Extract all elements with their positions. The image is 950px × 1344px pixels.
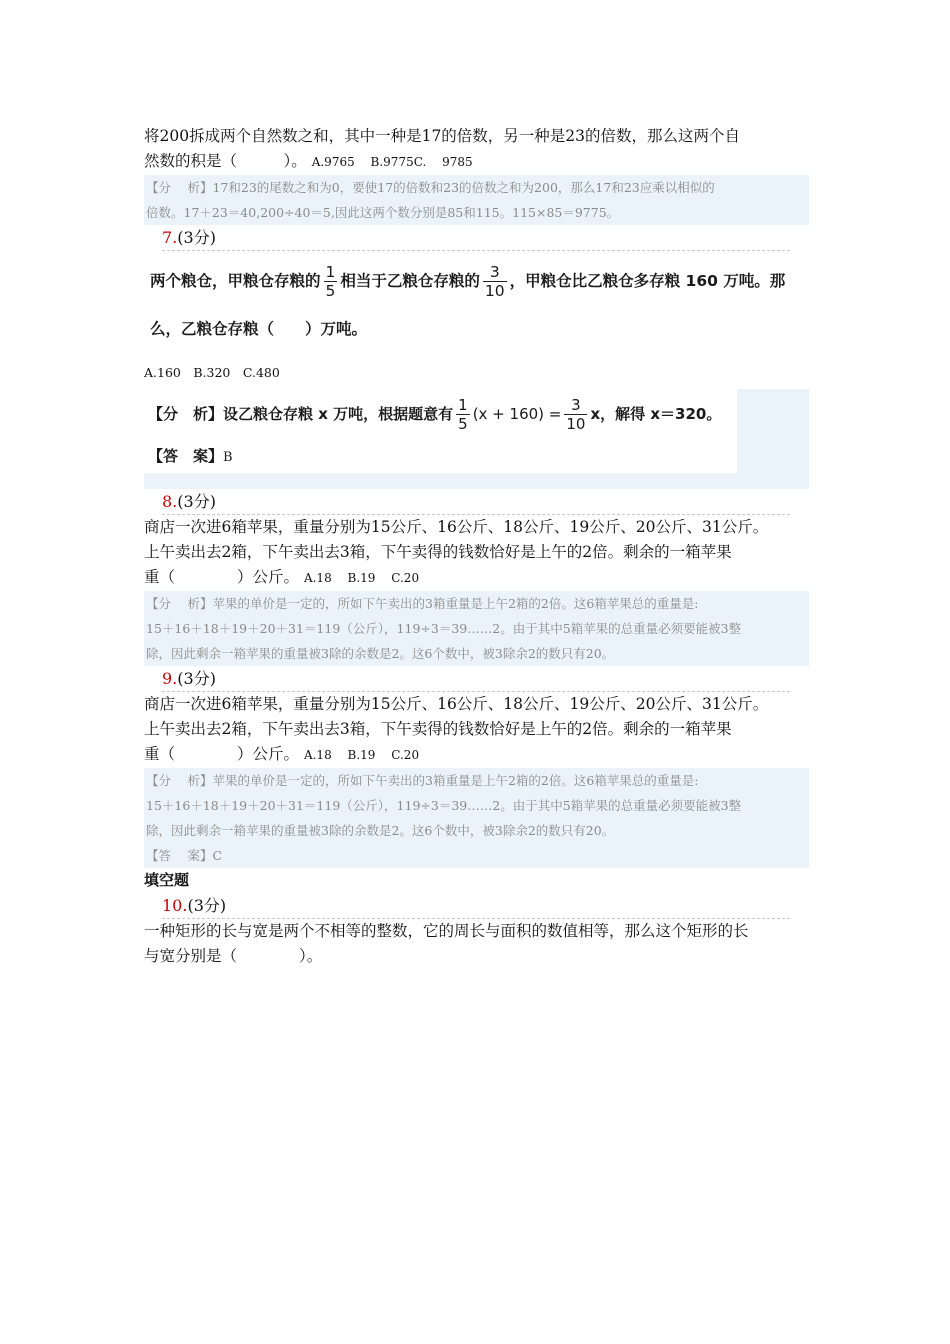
q7-answer-label: 【答 案】 [148,447,224,465]
q8-analysis-line1: 苹果的单价是一定的，所如下午卖出的3箱重量是上午2箱的2倍。这6箱苹果总的重量是: [212,596,699,611]
q9-number: 9. [162,669,178,688]
q9-analysis [144,768,809,868]
q8-score: (3分) [177,492,216,511]
q9-header [162,666,790,692]
q7-answer [148,441,233,473]
q9-stem-line2: 上午卖出去2箱，下午卖出去3箱，下午卖得的钱数恰好是上午的2倍。剩余的一箱苹果 [144,720,732,738]
q6-analysis-line2: 倍数。17＋23＝40,200÷40＝5,因此这两个数分别是85和115。115×85＝9775。 [146,205,620,220]
q8-stem-line1: 商店一次进6箱苹果，重量分别为15公斤、16公斤、18公斤、19公斤、20公斤、31公斤。 [144,518,769,536]
q7-options: A.160 B.320 C.480 [144,365,280,380]
q10-stem [144,919,809,969]
q8-options: A.18 B.19 C.20 [303,571,420,585]
q9-answer-label: 【答 案】 [146,848,213,863]
q7-stem-line2: 么，乙粮仓存粮（ ）万吨。 [150,320,368,338]
q7-stem-a: 两个粮仓，甲粮仓存粮的 [150,272,321,290]
q7-analysis-label: 【分 析】 [148,405,224,423]
q7-eq-mid: (x + 160) = [472,405,562,423]
q7-stem-c: ，甲粮仓比乙粮仓多存粮 160 万吨。那 [509,272,786,290]
q9-answer-value: C [212,848,223,863]
q10-score: (3分) [187,896,227,915]
q9-score: (3分) [177,669,216,688]
q10-stem-line1: 一种矩形的长与宽是两个不相等的整数，它的周长与面积的数值相等，那么这个矩形的长 [144,922,749,940]
q9-stem [144,692,809,768]
q9-stem-line1: 商店一次进6箱苹果，重量分别为15公斤、16公斤、18公斤、19公斤、20公斤、31公斤。 [144,695,769,713]
q7-fraction-2: $\frac{3}{10}$ [484,263,505,300]
q9-analysis-line1: 苹果的单价是一定的，所如下午卖出的3箱重量是上午2箱的2倍。这6箱苹果总的重量是: [212,773,699,788]
q10-stem-line2: 与宽分别是（ ）。 [144,947,323,965]
exam-page [144,124,809,969]
q7-eq-fraction-2: $\frac{3}{10}$ [566,396,586,433]
q8-analysis-label: 【分 析】 [146,596,213,611]
q7-stem-b: 相当于乙粮仓存粮的 [340,272,480,290]
q9-options: A.18 B.19 C.20 [303,748,420,762]
section-fill-in-title: 填空题 [144,871,190,889]
q8-stem-line3: 重（ ）公斤。 [144,568,300,586]
q9-analysis-label: 【分 析】 [146,773,213,788]
q8-analysis [144,591,809,666]
q8-stem [144,515,809,591]
q7-analysis-box [144,389,809,489]
q6-analysis [144,175,809,225]
q8-header [162,489,790,515]
q6-options: A.9765 B.9775C. 9785 [311,155,473,169]
q7-number: 7. [162,228,178,247]
q8-number: 8. [162,492,178,511]
q10-header [162,893,790,919]
q7-analysis-panel [144,389,737,473]
q7-score: (3分) [177,228,216,247]
q7-fraction-1: $\frac{1}{5}$ [325,263,336,300]
q7-stem [150,257,809,353]
q10-number: 10. [162,896,188,915]
q6-analysis-label: 【分 析】 [146,180,213,195]
q8-analysis-line2: 15＋16＋18＋19＋20＋31＝119（公斤），119÷3＝39……2。由于其中5箱苹果的总重量必须要能被3整 [146,621,742,636]
q7-answer-value: B [223,450,233,465]
q9-stem-line3: 重（ ）公斤。 [144,745,300,763]
q9-analysis-line2: 15＋16＋18＋19＋20＋31＝119（公斤），119÷3＝39……2。由于其中5箱苹果的总重量必须要能被3整 [146,798,742,813]
q7-analysis-b: x，解得 x＝320。 [590,405,722,423]
q6-stem-line2: 然数的积是（ ）。 [144,152,307,170]
q6-analysis-line1: 17和23的尾数之和为0，要使17的倍数和23的倍数之和为200，那么17和23应乘以相似的 [212,180,715,195]
q6-stem [144,124,809,175]
q6-stem-line1: 将200拆成两个自然数之和，其中一种是17的倍数，另一种是23的倍数，那么这两个自 [144,127,741,145]
q8-stem-line2: 上午卖出去2箱，下午卖出去3箱，下午卖得的钱数恰好是上午的2倍。剩余的一箱苹果 [144,543,732,561]
q7-analysis-a: 设乙粮仓存粮 x 万吨，根据题意有 [223,405,454,423]
q8-analysis-line3: 除，因此剩余一箱苹果的重量被3除的余数是2。这6个数中，被3除余2的数只有20。 [146,646,615,661]
q7-analysis [148,391,721,437]
q7-eq-fraction-1: $\frac{1}{5}$ [458,396,468,433]
q9-analysis-line3: 除，因此剩余一箱苹果的重量被3除的余数是2。这6个数中，被3除余2的数只有20。 [146,823,615,838]
q7-header [162,225,790,251]
